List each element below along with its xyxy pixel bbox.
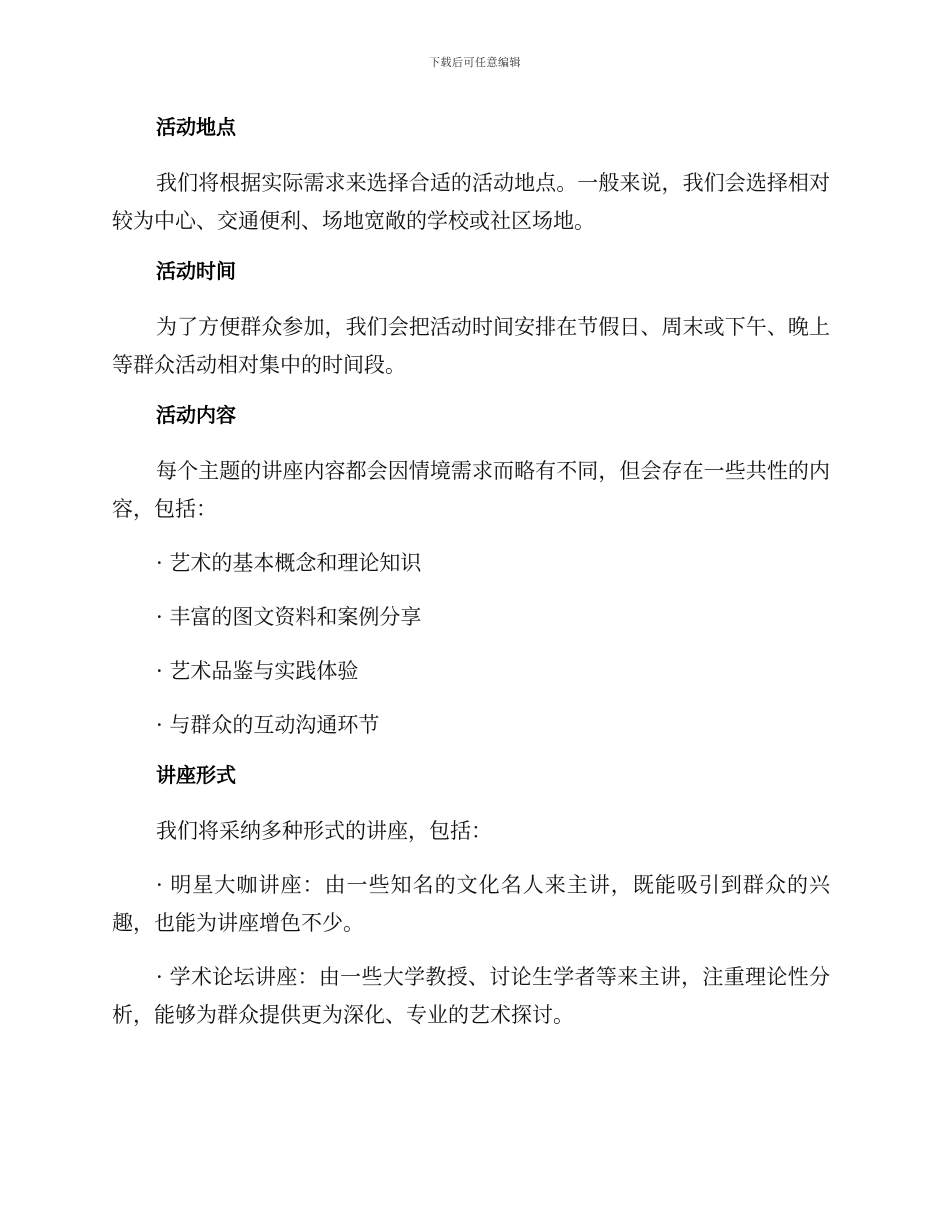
section-title-location: 活动地点 xyxy=(156,115,236,139)
section-title-content: 活动内容 xyxy=(156,403,236,427)
list-item: · 明星大咖讲座：由一些知名的文化名人来主讲，既能吸引到群众的兴趣，也能为讲座增色不少。 xyxy=(112,873,830,935)
paragraph-time: 为了方便群众参加，我们会把活动时间安排在节假日、周末或下午、晚上等群众活动相对集中的时间段。 xyxy=(112,315,830,377)
list-item: · 艺术的基本概念和理论知识 xyxy=(156,551,422,575)
paragraph-location: 我们将根据实际需求来选择合适的活动地点。一般来说，我们会选择相对较为中心、交通便利、场地宽敞的学校或社区场地。 xyxy=(112,171,830,233)
section-title-time: 活动时间 xyxy=(156,259,236,283)
list-item: · 艺术品鉴与实践体验 xyxy=(156,659,359,683)
header-note: 下载后可任意编辑 xyxy=(429,56,521,69)
section-location xyxy=(112,112,830,240)
section-title-format: 讲座形式 xyxy=(156,763,236,787)
section-content xyxy=(112,400,830,744)
section-time xyxy=(112,256,830,384)
paragraph-content: 每个主题的讲座内容都会因情境需求而略有不同，但会存在一些共性的内容，包括： xyxy=(112,459,830,521)
paragraph-format: 我们将采纳多种形式的讲座，包括： xyxy=(156,819,492,843)
document-body xyxy=(112,112,830,1050)
section-format xyxy=(112,760,830,1034)
list-item: · 丰富的图文资料和案例分享 xyxy=(156,605,422,629)
list-item: · 学术论坛讲座：由一些大学教授、讨论生学者等来主讲，注重理论性分析，能够为群众提供更为深化、专业的艺术探讨。 xyxy=(112,965,830,1027)
list-item: · 与群众的互动沟通环节 xyxy=(156,713,380,737)
